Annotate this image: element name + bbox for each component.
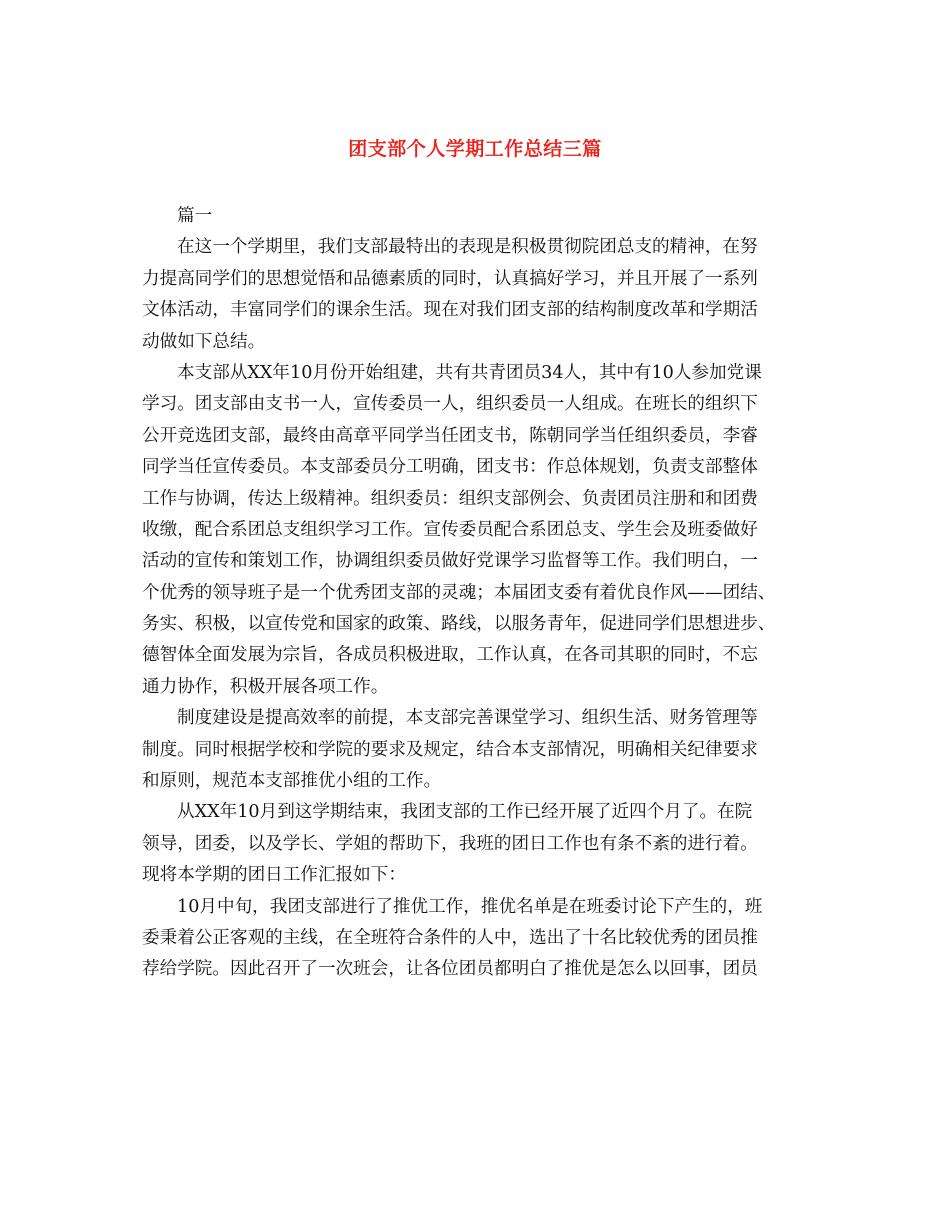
text-line: 学习。团支部由支书一人，宣传委员一人，组织委员一人组成。在班长的组织下 [142, 394, 758, 415]
text-line: 公开竞选团支部，最终由高章平同学当任团支书，陈朝同学当任组织委员，李睿 [142, 425, 758, 446]
text-line: 现将本学期的团日工作汇报如下： [142, 865, 406, 886]
text-line: 收缴，配合系团总支组织学习工作。宣传委员配合系团总支、学生会及班委做好 [142, 519, 758, 540]
section-heading: 篇一 [177, 206, 213, 226]
text-line: 10月中旬，我团支部进行了推优工作，推优名单是在班委讨论下产生的，班 [177, 896, 763, 917]
text-line: 在这一个学期里，我们支部最特出的表现是积极贯彻院团总支的精神，在努 [177, 237, 758, 258]
text-line: 荐给学院。因此召开了一次班会，让各位团员都明白了推优是怎么以回事，团员 [142, 959, 758, 980]
text-line: 制度建设是提高效率的前提，本支部完善课堂学习、组织生活、财务管理等 [177, 708, 758, 729]
text-line: 务实、积极，以宣传党和国家的政策、路线，以服务青年，促进同学们思想进步、 [142, 614, 776, 635]
text-line: 委秉着公正客观的主线，在全班符合条件的人中，选出了十名比较优秀的团员推 [142, 927, 758, 948]
text-line: 从XX年10月到这学期结束，我团支部的工作已经开展了近四个月了。在院 [177, 802, 753, 823]
document-title: 团支部个人学期工作总结三篇 [348, 138, 602, 160]
text-line: 文体活动，丰富同学们的课余生活。现在对我们团支部的结构制度改革和学期活 [142, 300, 758, 321]
text-line: 动做如下总结。 [142, 331, 266, 352]
text-line: 力提高同学们的思想觉悟和品德素质的同时，认真搞好学习，并且开展了一系列 [142, 268, 758, 289]
text-line: 工作与协调，传达上级精神。组织委员：组织支部例会、负责团员注册和和团费 [142, 488, 758, 509]
text-line: 德智体全面发展为宗旨，各成员积极进取，工作认真，在各司其职的同时，不忘 [142, 645, 758, 666]
text-line: 和原则，规范本支部推优小组的工作。 [142, 771, 442, 792]
text-line: 本支部从XX年10月份开始组建，共有共青团员34人，其中有10人参加党课 [177, 362, 762, 383]
text-line: 活动的宣传和策划工作，协调组织委员做好党课学习监督等工作。我们明白，一 [142, 551, 758, 572]
text-line: 同学当任宣传委员。本支部委员分工明确，团支书：作总体规划，负责支部整体 [142, 457, 758, 478]
text-line: 领导，团委，以及学长、学姐的帮助下，我班的团日工作也有条不紊的进行着。 [142, 833, 758, 854]
text-line: 个优秀的领导班子是一个优秀团支部的灵魂；本届团支委有着优良作风——团结、 [142, 582, 776, 603]
document-body [142, 201, 807, 986]
text-line: 通力协作，积极开展各项工作。 [142, 676, 389, 697]
text-line: 制度。同时根据学校和学院的要求及规定，结合本支部情况，明确相关纪律要求 [142, 739, 758, 760]
